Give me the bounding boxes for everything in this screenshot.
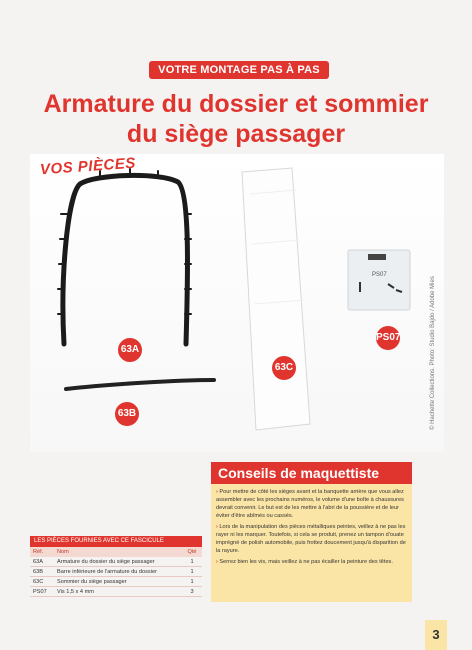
table-row [30,587,202,597]
table-row [30,567,202,577]
badge-63a: 63A [118,338,142,362]
cell-qty: 1 [182,577,202,587]
page-title-line-2: du siège passager [126,120,346,148]
cell-name: Barre inférieure de l'armature du dossier [54,567,182,577]
cell-qty: 1 [182,567,202,577]
table-row [30,557,202,567]
bullet-icon: › [216,489,220,495]
table-header-row [30,547,202,557]
cell-ref: PS07 [30,587,54,597]
section-banner: VOTRE MONTAGE PAS À PAS [149,61,329,79]
parts-table [30,547,202,597]
page-number: 3 [425,620,447,650]
tip-item [216,523,407,555]
parts-photo [30,154,444,452]
column-header-name: Nom [54,547,182,557]
cell-name: Vis 1,5 x 4 mm [54,587,182,597]
part-63b-bar [66,380,214,389]
part-ps07-bag [348,250,410,310]
badge-63c: 63C [272,356,296,380]
parts-table-header: LES PIÈCES FOURNIES AVEC CE FASCICULE [30,536,202,547]
cell-name: Armature du dossier du siège passager [54,557,182,567]
cell-name: Sommier du siège passager [54,577,182,587]
parts-illustration [30,154,444,452]
bullet-icon: › [216,559,220,565]
tip-item [216,488,407,520]
bag-label: PS07 [372,272,387,278]
badge-ps07: PS07 [376,326,400,350]
tip-text: Pour mettre de côté les sièges avant et la banquette arrière que vous allez assembler avec les prochains numéros, le volume d'une boîte à chaussures devrait convenir. Le but est de les mettre à l'abri de la poussière et de leur éviter d'être abîmés ou cassés. [216,489,404,519]
cell-ref: 63A [30,557,54,567]
tip-text: Serrez bien les vis, mais veillez à ne pas écailler la peinture des têtes. [219,559,393,565]
photo-credit: © Hachette Collections. Photo: Studio Bajdo / Adobe Mies [430,276,436,430]
cell-ref: 63C [30,577,54,587]
part-63c-cushion [242,168,310,430]
cell-qty: 1 [182,557,202,567]
badge-63b: 63B [115,402,139,426]
pieces-label: VOS PIÈCES [39,154,137,179]
cell-qty: 3 [182,587,202,597]
column-header-qty: Qté [182,547,202,557]
column-header-ref: Réf. [30,547,54,557]
tips-box [211,484,412,602]
page-title-line-1: Armature du dossier et sommier [43,90,429,118]
part-63a-frame [58,169,191,344]
bullet-icon: › [216,524,220,530]
table-row [30,577,202,587]
cell-ref: 63B [30,567,54,577]
tip-item [216,558,407,566]
tip-text: Lors de la manipulation des pièces métalliques peintes, veillez à ne pas les rayer ni les marquer. Toutefois, si cela se produit, prenez un tampon d'ouate imprégné de polish automobile, puis frottez doucement jusqu'à disparition de la rayure. [216,524,406,554]
tips-header: Conseils de maquettiste [211,462,412,484]
